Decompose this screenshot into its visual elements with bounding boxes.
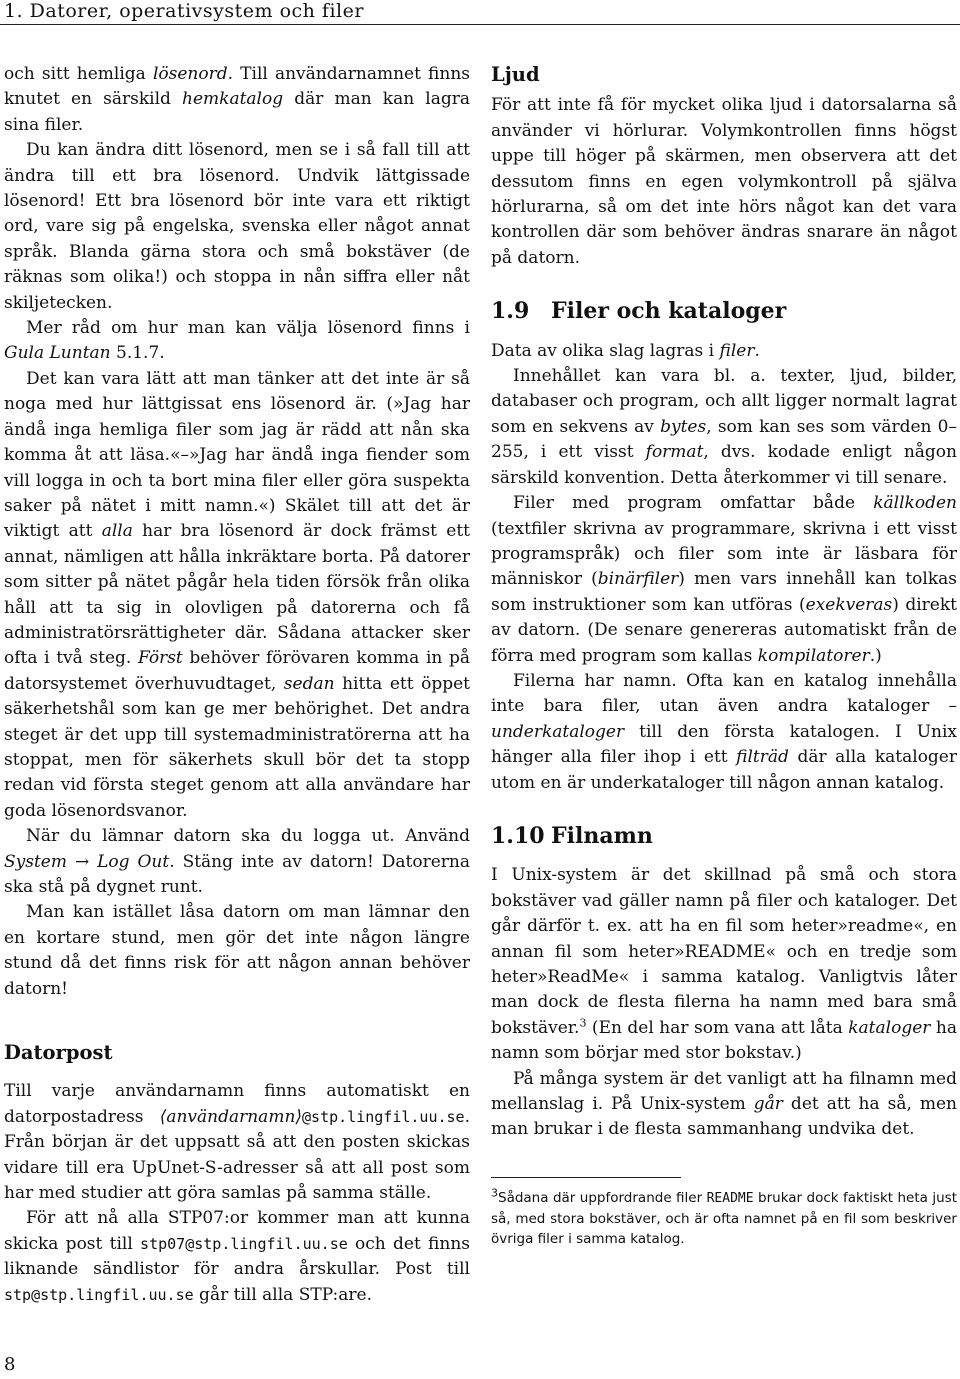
footnote-rule <box>491 1177 681 1178</box>
paragraph: På många system är det vanligt att ha filnamn med mellanslag i. På Unix-system går det att ha så, men man brukar i de flesta sammanhang undvika det. <box>491 1068 957 1140</box>
paragraph: och sitt hemliga lösenord. Till användarnamnet finns knutet en särskild hemkatalog där man kan lagra sina filer. <box>4 64 471 135</box>
paragraph: Filerna har namn. Ofta kan en katalog innehålla inte bara filer, utan även andra kataloger – underkataloger till den första katalogen. I Unix hänger alla filer ihop i ett filträd där alla kataloger utom en är underkataloger till någon annan katalog. <box>491 670 957 793</box>
paragraph: Innehållet kan vara bl. a. texter, ljud, bilder, databaser och program, och allt ligger normalt lagrat som en sekvens av bytes, som kan ses som värden 0–255, i ett visst format, dvs. kodade enligt någon särskild konvention. Detta återkommer vi till senare. <box>491 366 957 488</box>
right-column <box>491 62 957 1249</box>
paragraph: När du lämnar datorn ska du logga ut. Använd System → Log Out. Stäng inte av datorn! Datorerna ska stå på dygnet runt. <box>4 826 471 897</box>
footnote-marker: 3 <box>579 1016 587 1030</box>
paragraph: Mer råd om hur man kan välja lösenord finns i Gula Luntan 5.1.7. <box>4 318 470 364</box>
page-number: 8 <box>4 1354 16 1375</box>
left-column <box>4 62 470 1308</box>
paragraph: Data av olika slag lagras i filer. <box>491 340 760 361</box>
paragraph: För att inte få för mycket olika ljud i datorsalarna så använder vi hörlurar. Volymkontrollen finns högst uppe till höger på skärmen, men observera att det dessutom finns en egen volymkontroll på själva hörlurarna, så om det inte hörs något kan det vara kontrollen där som behöver ändras snarare än något på datorn. <box>491 95 957 268</box>
heading-datorpost: Datorpost <box>4 1041 113 1065</box>
footnote: $^3$Sådana där uppfordrande filer README brukar dock faktiskt heta just så, med stora bokstäver, och är ofta namnet på en fil som beskriver övriga filer i samma katalog. <box>491 1186 957 1247</box>
arrow-icon: → <box>67 851 98 872</box>
paragraph: Du kan ändra ditt lösenord, men se i så fall till att ändra till ett bra lösenord. Undvik lättgissade lösenord! Ett bra lösenord bör inte vara ett riktigt ord, vare sig på engelska, svenska eller något annat språk. Blanda gärna stora och små bokstäver (de räknas som olika!) och stoppa in nån siffra eller nåt skiljetecken. <box>4 140 470 313</box>
section-heading-1-9: 1.9 Filer och kataloger <box>491 298 787 325</box>
section-heading-1-10: 1.10 Filnamn <box>491 822 653 849</box>
paragraph: Man kan istället låsa datorn om man lämnar den en kortare stund, men gör det inte någon längre stund då det finns risk för att någon annan behöver datorn! <box>4 902 470 999</box>
header-rule <box>0 24 960 25</box>
running-head: 1. Datorer, operativsystem och filer <box>4 0 364 22</box>
paragraph: I Unix-system är det skillnad på små och stora bokstäver vad gäller namn på filer och kataloger. Det går därför t. ex. att ha en fil som heter»readme«, en annan fil som heter»README« och en tredje som heter»ReadMe« i samma katalog. Vanligtvis låter man dock de flesta filerna ha namn med bara små bokstäver.$^3$ (En del har som vana att låta kataloger ha namn som börjar med stor bokstav.) <box>491 865 957 1064</box>
paragraph: Till varje användarnamn finns automatiskt en datorpostadress ⟨användarnamn⟩@stp.lingfil.uu.se. Från början är det uppsatt så att den posten skickas vidare till era UpUnet-S-adresser så att all post som har med studier att göra samlas på samma ställe. <box>4 1081 470 1204</box>
heading-ljud: Ljud <box>491 63 540 86</box>
paragraph: Det kan vara lätt att man tänker att det inte är så noga med hur lättgissat ens lösenord är. (»Jag har ändå inga hemliga filer som jag är rädd att nån ska komma åt att läsa.«–»Jag har ändå inga fiender som vill logga in och ta bort mina filer eller göra suspekta saker på nätet i mitt namn.«) Skälet till att det är viktigt att alla har bra lösenord är dock främst ett annat, nämligen att hålla inkräktare borta. På datorer som sitter på nätet pågår hela tiden försök från olika håll att ta sig in olovligen på datorerna och få administratörsrättigheter där. Sådana attacker sker ofta i två steg. Först behöver förövaren komma in på datorsystemet överhuvudtaget, sedan hitta ett öppet säkerhetshål som kan ge mer behörighet. Det andra steget är det upp till systemadministratörerna att ha stoppat, men för säkerhets skull bör det ta stopp redan vid första steget genom att alla användare har goda lösenordsvanor. <box>4 368 471 821</box>
paragraph: För att nå alla STP07:or kommer man att kunna skicka post till stp07@stp.lingfil.uu.se och det finns liknande sändlistor för andra årskullar. Post till stp@stp.lingfil.uu.se går till alla STP:are. <box>4 1208 471 1305</box>
paragraph: Filer med program omfattar både källkoden (textfiler skrivna av programmare, skrivna i ett visst programspråk) och filer som inte är läsbara för människor (binärfiler) men vars innehåll kan tolkas som instruktioner som kan utföras (exekveras) direkt av datorn. (De senare genereras automatiskt från de förra med program som kallas kompilatorer.) <box>491 493 957 666</box>
